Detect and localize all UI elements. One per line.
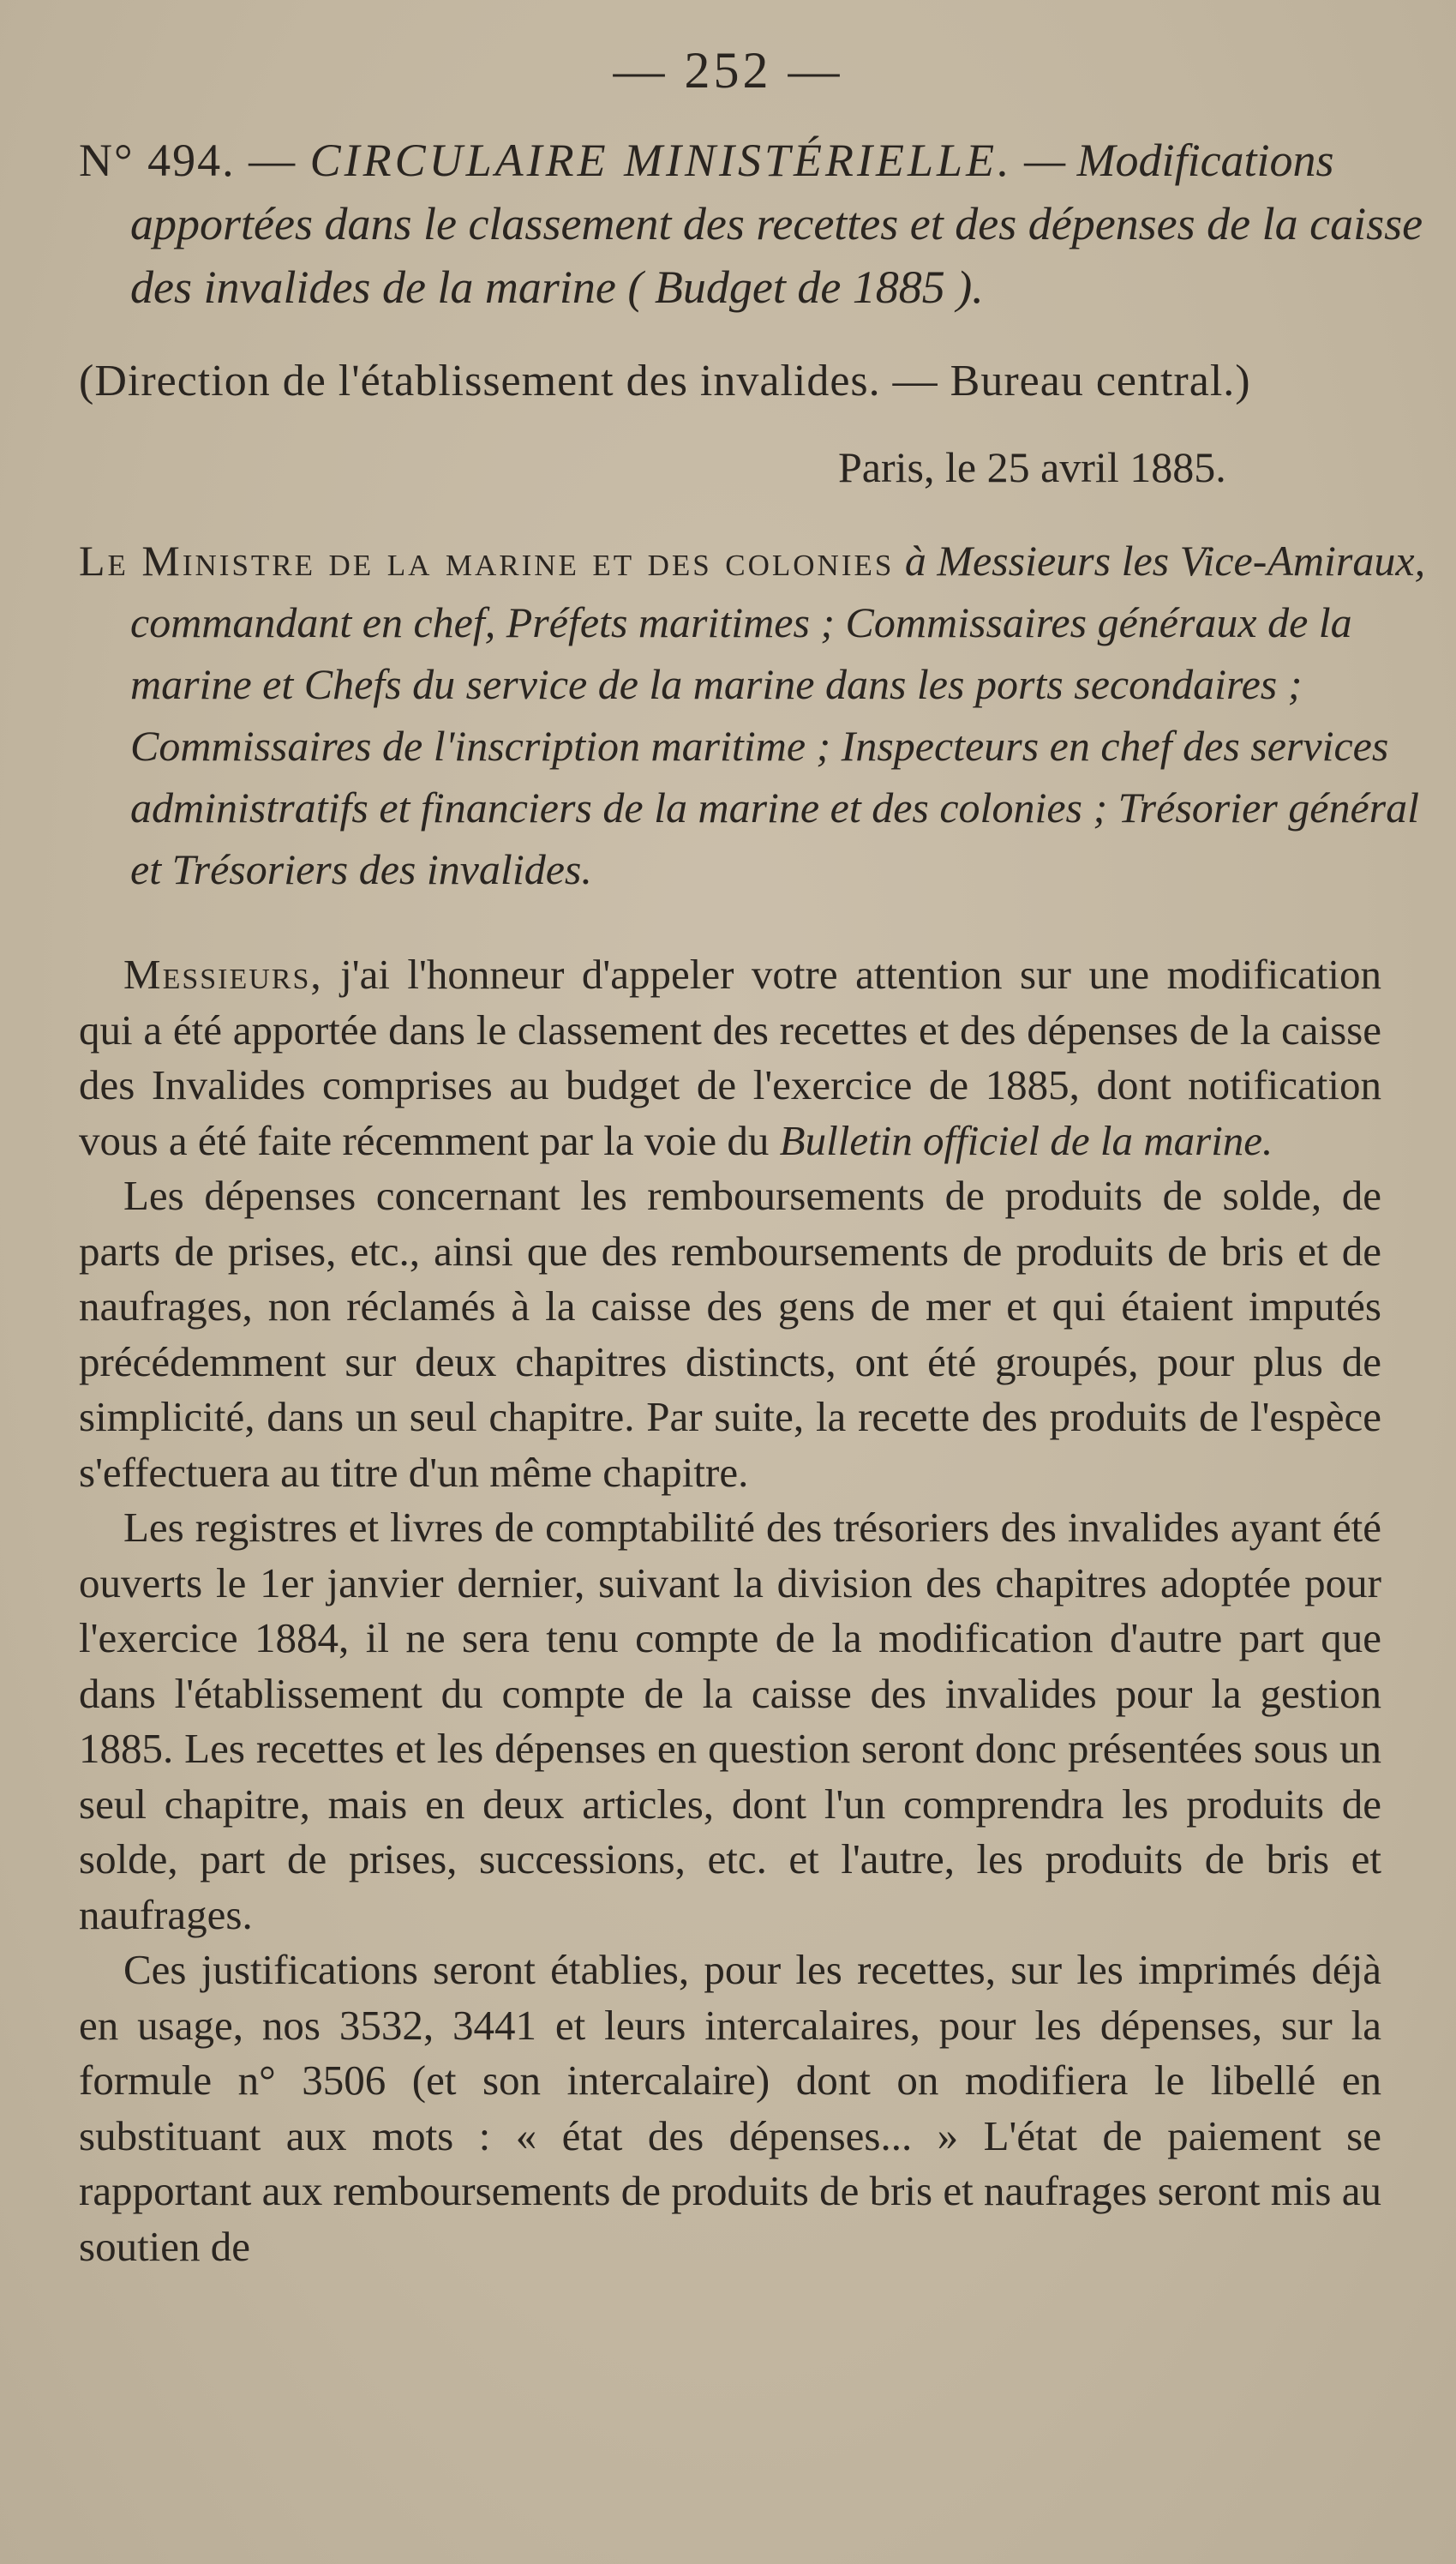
circular-heading xyxy=(79,129,1433,319)
sender: Le Ministre de la marine et des colonies xyxy=(79,537,895,585)
letter-body xyxy=(79,947,1381,2274)
address-block xyxy=(79,530,1433,900)
dateline: Paris, le 25 avril 1885. xyxy=(838,443,1226,491)
paragraph-1-text: j'ai l'honneur d'appeler votre attention sur une modification qui a été apportée dans le classement des recettes et des dépenses de la caisse des Invalides comprises au budget de l'exercice de 1885, dont notification vous a été faite récemment par la voie du xyxy=(79,951,1381,1164)
bulletin-reference: Bulletin officiel de la marine. xyxy=(779,1116,1273,1164)
direction-line: (Direction de l'établissement des invalides. — Bureau central.) xyxy=(79,357,1251,405)
paragraph-4: Ces justifications seront établies, pour les recettes, sur les imprimés déjà en usage, nos 3532, 3441 et leurs intercalaires, pour les dépenses, sur la formule n° 3506 (et son intercalaire) dont on modifiera le libellé en substituant aux mots : « état des dépenses... » L'état de paiement se rapportant aux remboursements de produits de bris et naufrages seront mis au soutien de xyxy=(79,1946,1381,2270)
paragraph-1 xyxy=(79,947,1381,1168)
circular-number: N° 494. — xyxy=(79,135,310,186)
page-number: — 252 — xyxy=(613,42,843,99)
circular-title: CIRCULAIRE MINISTÉRIELLE. xyxy=(309,135,1013,186)
paragraph-2: Les dépenses concernant les remboursements de produits de solde, de parts de prises, etc., ainsi que des remboursements de produits de bris et de naufrages, non réclamés à la caisse des gens de mer et qui étaient imputés précédemment sur deux chapitres distincts, ont été groupés, pour plus de simplicité, dans un seul chapitre. Par suite, la recette des produits de l'espèce s'effectuera au titre d'un même chapitre. xyxy=(79,1172,1381,1496)
recipients: à Messieurs les Vice-Amiraux, commandant en chef, Préfets maritimes ; Commissaires généraux de la marine et Chefs du service de la marine dans les ports secondaires ; Commissaires de l'inscription maritime ; Inspecteurs en chef des services administratifs et financiers de la marine et des colonies ; Trésorier général et Trésoriers des invalides. xyxy=(130,537,1426,893)
circular-subject: — Modifications apportées dans le classement des recettes et des dépenses de la caisse des invalides de la marine ( Budget de 1885 ). xyxy=(130,135,1423,313)
salutation: Messieurs, xyxy=(123,951,323,998)
paragraph-3: Les registres et livres de comptabilité des trésoriers des invalides ayant été ouverts le 1er janvier dernier, suivant la division des chapitres adoptée pour l'exercice 1884, il ne sera tenu compte de la modification d'autre part que dans l'établissement du compte de la caisse des invalides pour la gestion 1885. Les recettes et les dépenses en question seront donc présentées sous un seul chapitre, mais en deux articles, dont l'un comprendra les produits de solde, part de prises, successions, etc. et l'autre, les produits de bris et naufrages. xyxy=(79,1504,1381,1938)
